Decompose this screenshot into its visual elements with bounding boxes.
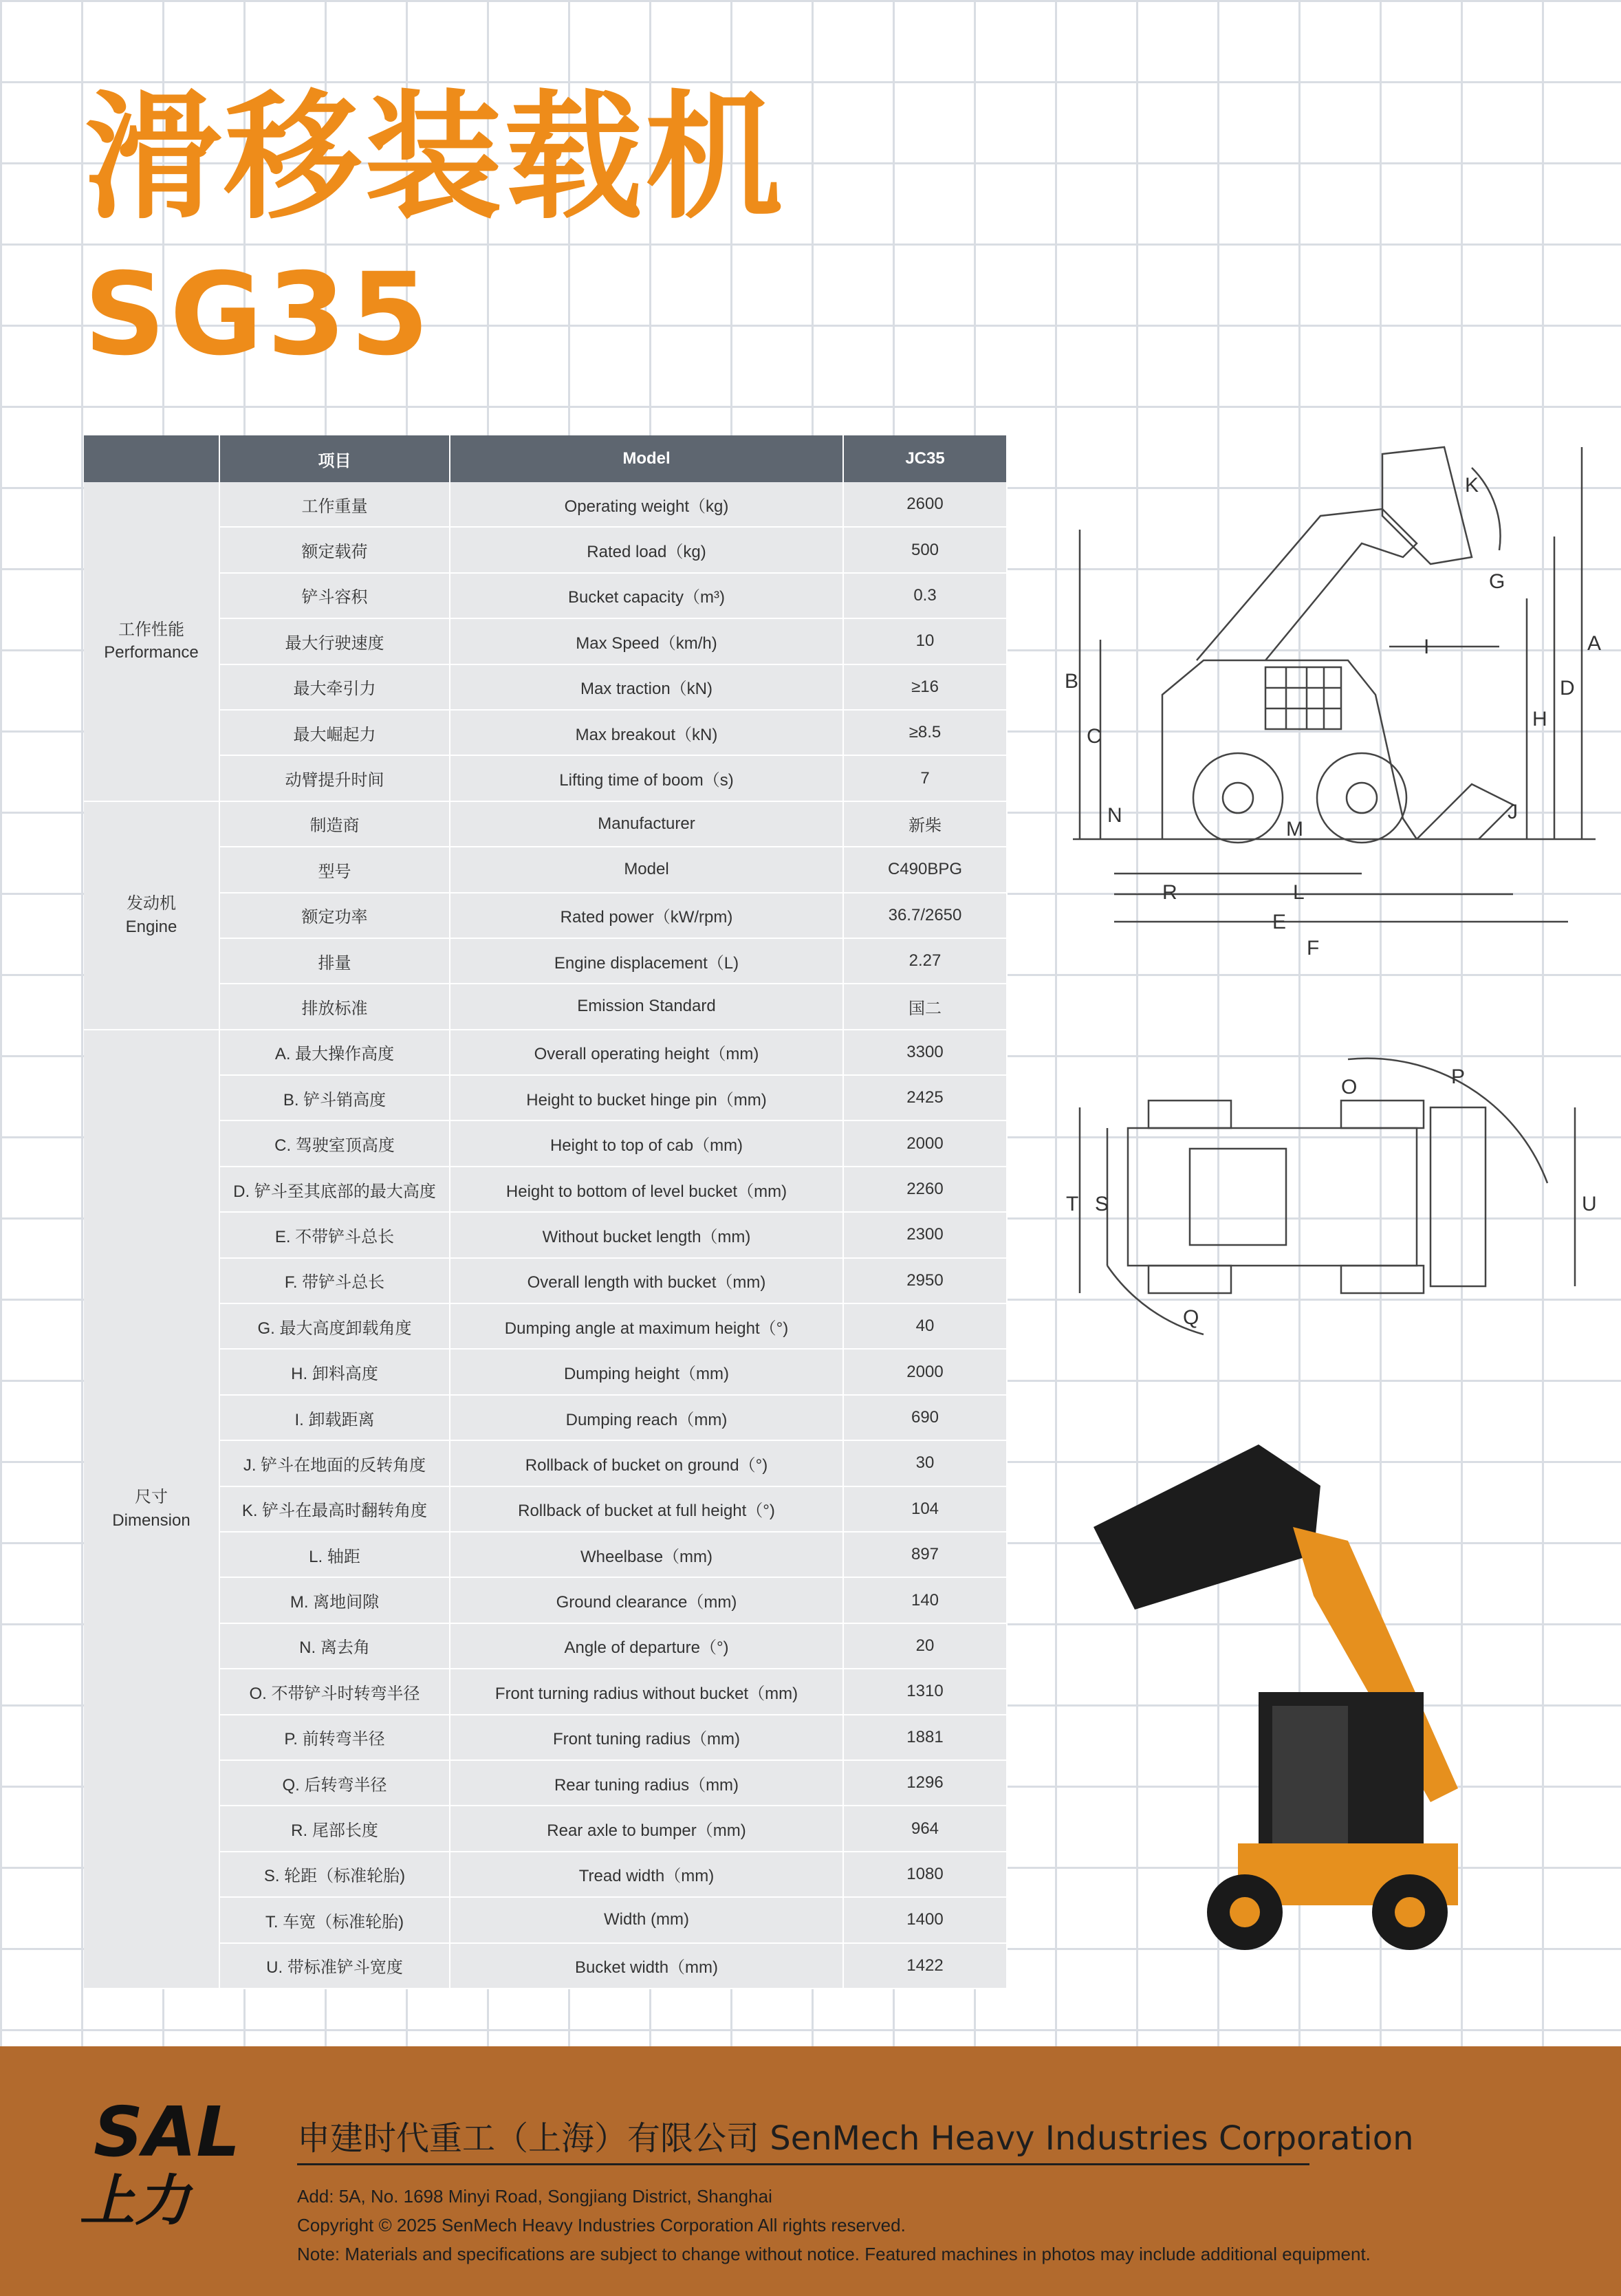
spec-item-en: Dumping height（mm) [450,1349,843,1394]
spec-item-en: Model [450,847,843,892]
spec-value: 2.27 [843,938,1007,984]
spec-value: 0.3 [843,573,1007,618]
table-row [84,1395,1007,1440]
table-row [84,984,1007,1029]
spec-value: 2950 [843,1258,1007,1303]
table-row [84,1806,1007,1851]
table-row [84,1577,1007,1623]
dim-label-i: I [1424,636,1430,658]
table-row [84,1349,1007,1394]
table-row [84,1486,1007,1532]
spec-value: 104 [843,1486,1007,1532]
spec-value: 2000 [843,1349,1007,1394]
spec-item-en: Height to top of cab（mm) [450,1120,843,1166]
disclaimer: Note: Materials and specifications are subject to change without notice. Featured machines in photos may include additional equipment. [297,2244,1371,2264]
spec-item-en: Overall operating height（mm) [450,1030,843,1075]
spec-item-cn: 排量 [219,938,450,984]
spec-value: 36.7/2650 [843,893,1007,938]
dim-label-p: P [1451,1065,1466,1088]
header-value: JC35 [843,435,1007,482]
table-row [84,1167,1007,1212]
dim-label-t: T [1066,1193,1079,1215]
table-row [84,482,1007,527]
spec-item-cn: 额定载荷 [219,527,450,572]
spec-item-en: Without bucket length（mm) [450,1212,843,1257]
front-wheel [1193,753,1283,843]
spec-item-en: Height to bottom of level bucket（mm) [450,1167,843,1212]
dim-label-f: F [1307,937,1320,960]
raised-bucket [1382,447,1472,564]
table-row [84,1669,1007,1714]
spec-item-en: Tread width（mm) [450,1852,843,1897]
dim-label-u: U [1582,1193,1597,1215]
spec-item-cn: 最大崛起力 [219,710,450,755]
spec-item-cn: 最大牵引力 [219,664,450,710]
boom-arm [1197,509,1417,660]
spec-item-en: Ground clearance（mm) [450,1577,843,1623]
spec-item-cn: F. 带铲斗总长 [219,1258,450,1303]
spec-value: 20 [843,1623,1007,1669]
table-header-row [84,435,1007,482]
dim-label-s: S [1095,1193,1109,1215]
group-label-en: Performance [104,643,199,662]
dim-label-l: L [1293,881,1305,904]
spec-value: 690 [843,1395,1007,1440]
spec-item-en: Rated power（kW/rpm) [450,893,843,938]
spec-item-cn: 额定功率 [219,893,450,938]
address: Add: 5A, No. 1698 Minyi Road, Songjiang District, Shanghai [297,2186,772,2207]
table-row [84,893,1007,938]
spec-value: 1422 [843,1943,1007,1989]
dim-label-g: G [1489,570,1505,593]
spec-item-cn: Q. 后转弯半径 [219,1760,450,1806]
spec-item-en: Overall length with bucket（mm) [450,1258,843,1303]
spec-item-en: Rear tuning radius（mm) [450,1760,843,1806]
spec-item-cn: C. 驾驶室顶高度 [219,1120,450,1166]
spec-value: 1310 [843,1669,1007,1714]
skid-steer-loader-photo [1087,1431,1513,1967]
spec-item-cn: 排放标准 [219,984,450,1029]
dim-label-r: R [1162,881,1177,904]
spec-item-cn: A. 最大操作高度 [219,1030,450,1075]
side-view-drawing [1059,433,1609,963]
spec-item-cn: B. 铲斗销高度 [219,1075,450,1120]
dim-label-e: E [1272,911,1287,933]
footer [0,2046,1621,2296]
table-row [84,1212,1007,1257]
table-row [84,1943,1007,1989]
spec-item-cn: L. 轴距 [219,1532,450,1577]
dim-label-a: A [1587,632,1602,655]
spec-value: 2425 [843,1075,1007,1120]
spec-item-en: Operating weight（kg) [450,482,843,527]
spec-item-en: Bucket width（mm) [450,1943,843,1989]
spec-value: 140 [843,1577,1007,1623]
dim-label-m: M [1286,818,1303,841]
spec-item-en: Angle of departure（°) [450,1623,843,1669]
spec-value: 7 [843,755,1007,801]
table-row [84,1303,1007,1349]
group-label-cn: 尺寸 [135,1488,168,1507]
spec-value: 964 [843,1806,1007,1851]
table-row [84,938,1007,984]
header-model: Model [450,435,843,482]
spec-value: 2600 [843,482,1007,527]
spec-item-en: Dumping reach（mm) [450,1395,843,1440]
table-row [84,527,1007,572]
spec-value: ≥8.5 [843,710,1007,755]
spec-value: 1080 [843,1852,1007,1897]
spec-item-en: Front tuning radius（mm) [450,1715,843,1760]
spec-item-cn: T. 车宽（标准轮胎) [219,1897,450,1942]
spec-item-cn: O. 不带铲斗时转弯半径 [219,1669,450,1714]
spec-value: 30 [843,1440,1007,1486]
spec-item-en: Height to bucket hinge pin（mm) [450,1075,843,1120]
spec-value: 3300 [843,1030,1007,1075]
spec-item-cn: R. 尾部长度 [219,1806,450,1851]
spec-item-en: Manufacturer [450,801,843,847]
group-label-en: Engine [125,917,177,936]
company-name: 申建时代重工（上海）有限公司 SenMech Heavy Industries Corporation [297,2119,1414,2158]
group-label [84,1030,219,1989]
spec-item-cn: D. 铲斗至其底部的最大高度 [219,1167,450,1212]
rear-wheel [1317,753,1406,843]
table-row [84,573,1007,618]
group-label [84,482,219,801]
dim-label-c: C [1087,725,1102,748]
spec-item-en: Lifting time of boom（s) [450,755,843,801]
spec-item-en: Max breakout（kN) [450,710,843,755]
spec-item-en: Rear axle to bumper（mm) [450,1806,843,1851]
spec-value: 897 [843,1532,1007,1577]
spec-item-cn: M. 离地间隙 [219,1577,450,1623]
ground-bucket [1417,784,1513,839]
table-row [84,1760,1007,1806]
logo-cn: 上力 [80,2169,190,2233]
table-row [84,1120,1007,1166]
table-row [84,1532,1007,1577]
spec-value: 1881 [843,1715,1007,1760]
spec-item-cn: 工作重量 [219,482,450,527]
table-row [84,1440,1007,1486]
spec-value: 国二 [843,984,1007,1029]
table-row [84,1258,1007,1303]
table-row [84,1623,1007,1669]
dim-label-h: H [1532,708,1547,730]
spec-value: 500 [843,527,1007,572]
spec-item-cn: G. 最大高度卸载角度 [219,1303,450,1349]
spec-item-cn: J. 铲斗在地面的反转角度 [219,1440,450,1486]
spec-item-en: Rated load（kg) [450,527,843,572]
spec-item-en: Wheelbase（mm) [450,1532,843,1577]
group-label-en: Dimension [112,1510,191,1530]
dim-label-n: N [1107,804,1122,827]
spec-item-cn: U. 带标准铲斗宽度 [219,1943,450,1989]
spec-value: 2000 [843,1120,1007,1166]
spec-item-cn: I. 卸载距离 [219,1395,450,1440]
table-row [84,801,1007,847]
logo-text: SAL [94,2092,241,2172]
spec-item-en: Max traction（kN) [450,664,843,710]
table-row [84,755,1007,801]
spec-item-en: Emission Standard [450,984,843,1029]
spec-table [84,435,1008,1989]
spec-value: 40 [843,1303,1007,1349]
spec-item-en: Dumping angle at maximum height（°) [450,1303,843,1349]
spec-value: 10 [843,618,1007,664]
table-row [84,664,1007,710]
page-title: 滑移装载机 [84,78,786,238]
spec-item-cn: P. 前转弯半径 [219,1715,450,1760]
table-row [84,1030,1007,1075]
spec-item-cn: H. 卸料高度 [219,1349,450,1394]
dim-label-o: O [1341,1076,1358,1098]
table-row [84,710,1007,755]
spec-item-en: Engine displacement（L) [450,938,843,984]
model-name: SG35 [84,248,433,380]
group-label-cn: 工作性能 [118,620,184,639]
spec-value: 1296 [843,1760,1007,1806]
spec-item-en: Width (mm) [450,1897,843,1942]
spec-item-cn: 制造商 [219,801,450,847]
spec-item-cn: S. 轮距（标准轮胎) [219,1852,450,1897]
table-row [84,847,1007,892]
table-row [84,1852,1007,1897]
group-label-cn: 发动机 [127,894,176,913]
spec-value: 2260 [843,1167,1007,1212]
copyright: Copyright © 2025 SenMech Heavy Industries Corporation All rights reserved. [297,2215,906,2235]
spec-item-cn: K. 铲斗在最高时翻转角度 [219,1486,450,1532]
cab-grille [1265,667,1341,729]
table-row [84,618,1007,664]
spec-item-en: Rollback of bucket on ground（°) [450,1440,843,1486]
table-row [84,1075,1007,1120]
spec-value: 1400 [843,1897,1007,1942]
header-item: 项目 [219,435,450,482]
spec-item-cn: 铲斗容积 [219,573,450,618]
spec-item-en: Front turning radius without bucket（mm) [450,1669,843,1714]
spec-item-cn: 型号 [219,847,450,892]
dim-label-k: K [1465,474,1479,497]
spec-value: 2300 [843,1212,1007,1257]
spec-value: ≥16 [843,664,1007,710]
spec-item-cn: E. 不带铲斗总长 [219,1212,450,1257]
table-row [84,1715,1007,1760]
header-group [84,435,219,482]
spec-item-cn: N. 离去角 [219,1623,450,1669]
group-label [84,801,219,1030]
spec-item-en: Rollback of bucket at full height（°) [450,1486,843,1532]
dim-label-j: J [1508,801,1518,823]
spec-item-cn: 最大行驶速度 [219,618,450,664]
company-divider [297,2163,1309,2165]
bucket [1094,1444,1320,1610]
dim-label-b: B [1065,670,1079,693]
spec-item-en: Max Speed（km/h) [450,618,843,664]
bucket-top [1430,1107,1486,1286]
spec-item-cn: 动臂提升时间 [219,755,450,801]
top-view-drawing [1066,1039,1602,1341]
spec-value: C490BPG [843,847,1007,892]
spec-item-en: Bucket capacity（m³) [450,573,843,618]
dim-label-d: D [1560,677,1575,700]
spec-value: 新柴 [843,801,1007,847]
dim-label-q: Q [1183,1306,1199,1329]
table-row [84,1897,1007,1942]
